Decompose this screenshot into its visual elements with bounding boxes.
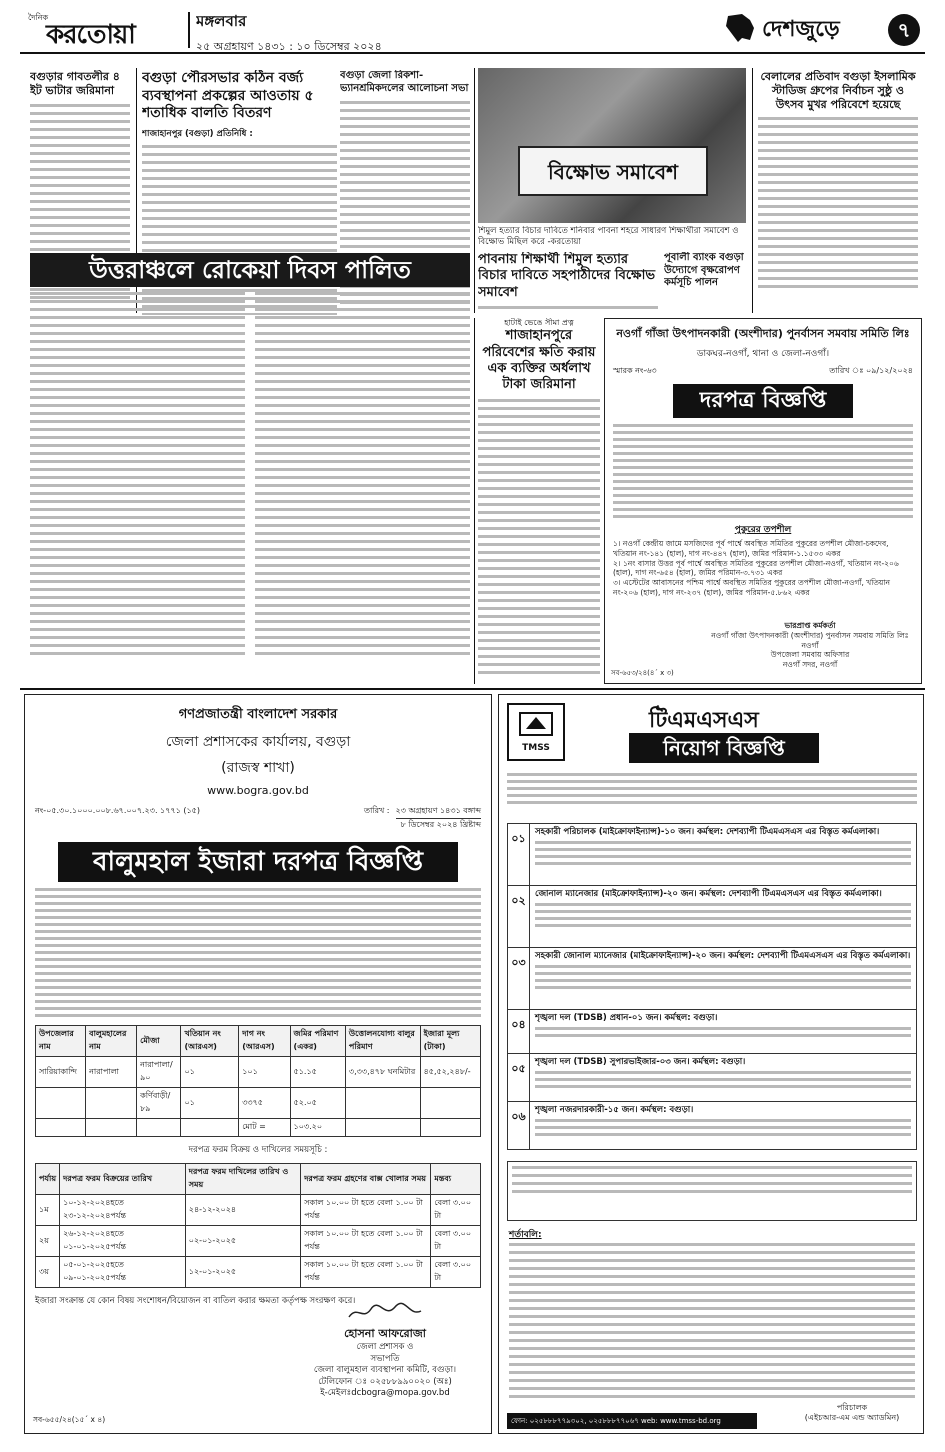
pond-item: ৩। এস্টেটের আবাসনের পশ্চিম পার্শ্বে অবস্থিত সমিতির পুকুরের তপশীল মৌজা-নওগাঁ, খতিয়ান নং-২০৬ (হাল), দাগ নং-২৩৭ (হাল), জমির পরিমান-৫.৮৬২ একর <box>613 578 890 597</box>
pond-item: ২। ১নং বাসার উত্তর পূর্ব পার্শ্বে অবস্থিত সমিতির পুকুরের তপশীল মৌজা-নওগাঁ, খতিয়ান নং-২০৬ (হাল), দাগ নং-৬৫৪ (হাল), জমির পরিমান-৩.৭৩১ একর <box>613 558 899 578</box>
col-header: মৌজা <box>137 1026 181 1057</box>
section-header <box>720 8 920 50</box>
signature-block <box>285 1301 485 1400</box>
tender-notice-balumahal <box>24 694 492 1434</box>
headline: বগুড়ার গাবতলীর ৪ ইট ভাটার জরিমানা <box>30 70 120 97</box>
headline: বেলালের প্রতিবাদ বগুড়া ইসলামিক স্টাডিজ গ্রুপের নির্বাচন সুষ্ঠু ও উৎসব মুখর পরিবেশে হয়েছে <box>760 70 916 111</box>
recruitment-title: নিয়োগ বিজ্ঞপ্তি <box>629 733 819 763</box>
schedule-table <box>35 1163 481 1288</box>
news-islamic-studies <box>758 70 918 315</box>
section-name: দেশজুড়ে <box>762 17 840 42</box>
sign-office: নওগাঁ সদর, নওগাঁ <box>782 660 838 669</box>
pond-item: ১। নওগাঁ কেন্দ্রীয় জামে মসজিদের পূর্ব পার্শ্বে অবস্থিত সমিতির পুকুরের তপশীল মৌজা-চকদেব, খতিয়ান নং-১৪১ (হাল), দাগ নং-৪৪৭ (হাল), জমির পরিমান-১.১৫৩৩ একর <box>613 539 889 558</box>
org-name: নওগাঁ গাঁজা উৎপাদনকারী (অংশীদার) পুনর্বাসন সমবায় সমিতি লিঃ <box>616 327 910 340</box>
date-label: তারিখ : <box>363 806 390 815</box>
photo-caption: শিমুল হত্যার বিচার দাবিতে শনিবার পাবনা শহরে সাধারণ শিক্ষার্থীরা সমাবেশ ও বিক্ষোভ মিছিল করে -করতোয়া <box>478 226 739 247</box>
col-header: বালুমহালের নাম <box>86 1026 137 1057</box>
memo-no: স্মারক নং-৬৩ <box>613 366 657 375</box>
headline: শাজাহানপুরে পরিবেশের ক্ষতি করায় এক ব্যক্তির অর্ধলাখ টাকা জরিমানা <box>482 328 596 393</box>
job-item: ০২ জোনাল ম্যানেজার (মাইক্রোফাইন্যান্স)-২০ জন। কর্মস্থল: দেশব্যাপী টিএমএসএস এর বিস্তৃত কর্মএলাকা। <box>508 886 916 948</box>
contact-bar: ফোন: ০২৫৮৮৮৭৭৯৩০২, ০২৫৮৮৮৭৭০৬৭ web: www.tmss-bd.org <box>507 1413 757 1429</box>
schedule-note: দরপত্র ফরম বিক্রয় ও দাখিলের সময়সূচি : <box>188 1145 328 1155</box>
sign-org: নওগাঁ গাঁজা উৎপাদনকারী (অংশীদার) পুনর্বাসন সমবায় সমিতি লিঃ <box>711 630 909 640</box>
sign-line: জেলা প্রশাসক ও <box>356 1342 414 1353</box>
table-row: সারিয়াকান্দি নারাপালা নারাপালা/৯০ ০১ ১০১ ৫১.১৫ ৩,৩৩,৪৭৮ ঘনমিটার ৪৫,৫২,২৪৮/- <box>36 1057 481 1088</box>
job-item: ০৫ শৃঙ্খলা দল (TDSB) সুপারভাইজার-০৩ জন। কর্মস্থল: বগুড়া। <box>508 1054 916 1102</box>
org-name: টিএমএসএস <box>649 708 759 733</box>
job-item: ০৪ শৃঙ্খলা দল (TDSB) প্রধান-০১ জন। কর্মস্থল: বগুড়া। <box>508 1010 916 1054</box>
col-header: উত্তোলনযোগ্য বালুর পরিমাণ <box>345 1026 420 1057</box>
signature-block <box>789 1403 915 1424</box>
pond-list <box>605 537 921 600</box>
note-box <box>507 1161 917 1221</box>
table-row: কর্ণিবাড়ী/৮৯ ০১ ৩৩৭৫ ৫২.০৫ <box>36 1088 481 1119</box>
tender-notice-naogaon <box>604 318 922 684</box>
gov-name: গণপ্রজাতন্ত্রী বাংলাদেশ সরকার <box>178 707 338 722</box>
logo-text: TMSS <box>522 743 550 753</box>
headline: বগুড়া জেলা রিকশা-ভ্যানশ্রমিকদলের আলোচনা সভা <box>340 70 469 94</box>
banner-text: বিক্ষোভ সমাবেশ <box>548 160 678 184</box>
headline: পাবনায় শিক্ষার্থী শিমুল হত্যার বিচার দাবিতে সহপাঠীদের বিক্ষোভ সমাবেশ <box>478 252 656 300</box>
page-number: ৭ <box>888 14 920 46</box>
table-row: মোট = ১০৩.২০ <box>36 1119 481 1137</box>
jobs-list <box>507 823 917 1150</box>
col-header: জমির পরিমাণ (একর) <box>290 1026 345 1057</box>
memo-no: নং-০৫.৩০.১০০০.০০৮.৬৭.০০৭.২৩. ১৭৭১ (১৫) <box>35 806 200 815</box>
rokeya-col-2 <box>255 292 470 684</box>
protest-photo <box>478 68 746 223</box>
ad-code: সব-৬৫৩/২৪(৪´ x ৩) <box>611 669 674 677</box>
sign-line: সভাপতি <box>370 1353 400 1364</box>
balumahal-table <box>35 1025 481 1137</box>
col-header: দরপত্র ফরম গ্রহণের বাক্স খোলার সময় <box>301 1164 431 1195</box>
sign-line: ই-মেইলঃdcbogra@mopa.gov.bd <box>320 1388 450 1399</box>
rokeya-day-banner: উত্তরাঞ্চলে রোকেয়া দিবস পালিত <box>30 253 470 287</box>
table-row: ২য় ২৬-১২-২০২৪হতে ০১-০১-২০২৫পর্যন্ত ০২-০১-২০২৫ সকাল ১০.০০ টা হতে বেলা ১.০০ টা পর্যন্ত বেলা ৩.০০ টা <box>36 1226 481 1257</box>
ad-code: সব-৬৫৫/২৪(১৫´ x ৪) <box>33 1415 106 1424</box>
col-header: পর্যায় <box>36 1164 60 1195</box>
tmss-logo-icon <box>516 709 556 739</box>
org-address: ডাকঘর-নওগাঁ, থানা ও জেলা-নওগাঁ। <box>696 349 830 359</box>
protest-banner <box>518 146 708 196</box>
sign-line: জেলা বালুমহাল ব্যবস্থাপনা কমিটি, বগুড়া। <box>313 1365 457 1376</box>
logo-title: করতোয়া <box>46 20 135 50</box>
sign-dept: (এইচআর-এম এন্ড অ্যাডমিন) <box>804 1413 900 1423</box>
col-header: দরপত্র ফরম দাখিলের তারিখ ও সময় <box>185 1164 300 1195</box>
col-header: ইজারা মূল্য (টাকা) <box>420 1026 480 1057</box>
col-header: দাগ নং (আরএস) <box>239 1026 290 1057</box>
sign-officer: উপজেলা সমবায় অফিসার <box>770 650 850 660</box>
sign-name: হোসনা আফরোজা <box>344 1327 426 1341</box>
memo-date: তারিখ ঃ ০৯/১২/২০২৪ <box>829 366 913 375</box>
headline: পূবালী ব্যাংক বগুড়া উদ্যোগে বৃক্ষরোপণ কর্মসূচি পালন <box>664 252 744 288</box>
table-row: ৩য় ০৫-০১-২০২৫হতে ০৯-০১-২০২৫পর্যন্ত ১২-০১-২০২৫ সকাল ১০.০০ টা হতে বেলা ১.০০ টা পর্যন্ত বেলা ৩.০০ টা <box>36 1257 481 1288</box>
tender-title: দরপত্র বিজ্ঞপ্তি <box>673 384 853 418</box>
table-row: ১ম ১০-১২-২০২৪হতে ২৩-১২-২০২৪পর্যন্ত ২৪-১২-২০২৪ সকাল ১০.০০ টা হতে বেলা ১.০০ টা পর্যন্ত বেলা ৩.০০ টা <box>36 1195 481 1226</box>
tender-title: বালুমহাল ইজারা দরপত্র বিজ্ঞপ্তি <box>58 842 458 882</box>
tmss-logo <box>507 703 565 761</box>
col-header: দরপত্র ফরম বিক্রয়ের তারিখ <box>60 1164 186 1195</box>
signature-block <box>705 621 915 670</box>
sign-title: পরিচালক <box>836 1403 868 1412</box>
website: www.bogra.gov.bd <box>207 784 309 797</box>
byline: শাজাহানপুর (বগুড়া) প্রতিনিধি : <box>142 128 253 139</box>
job-item: ০১ সহকারী পরিচালক (মাইক্রোফাইন্যান্স)-১০ জন। কর্মস্থল: দেশব্যাপী টিএমএসএস এর বিস্তৃত কর্মএলাকা। <box>508 824 916 886</box>
sign-place: নওগাঁ <box>801 640 819 650</box>
job-item: ০৬ শৃঙ্খলা নজরদারকারী-১৫ জন। কর্মস্থল: বগুড়া। <box>508 1102 916 1150</box>
date-english: ৮ ডিসেম্বর ২০২৪ খ্রিষ্টাব্দ <box>400 820 481 829</box>
weekday: মঙ্গলবার <box>196 12 247 30</box>
logo-small-text: দৈনিক <box>28 13 49 22</box>
date: ২৫ অগ্রহায়ণ ১৪৩১ : ১০ ডিসেম্বর ২০২৪ <box>196 40 382 50</box>
sign-title: ভারপ্রাপ্ত কর্মকর্তা <box>784 621 836 630</box>
kicker: হাটাই ভেঙে সীমা প্রত্ন <box>504 318 574 327</box>
col-header: উপজেলার নাম <box>36 1026 86 1057</box>
date-line <box>196 10 496 50</box>
branch-name: (রাজস্ব শাখা) <box>221 760 295 776</box>
office-name: জেলা প্রশাসকের কার্যালয়, বগুড়া <box>165 734 351 750</box>
job-item: ০৩ সহকারী জোনাল ম্যানেজার (মাইক্রোফাইন্যান্স)-২০ জন। কর্মস্থল: দেশব্যাপী টিএমএসএস এর বিস্তৃত কর্মএলাকা। <box>508 948 916 1010</box>
sign-line: টেলিফোন ঃ ০২৫৮৮৯৯০০২০ (অঃ) <box>318 1376 452 1387</box>
rokeya-col-1 <box>30 292 245 684</box>
bangladesh-map-icon <box>720 12 760 44</box>
signature-scribble <box>345 1301 425 1323</box>
news-pabna <box>478 252 658 314</box>
tmss-recruitment-notice <box>498 694 924 1434</box>
news-bank <box>664 252 750 314</box>
col-header: মন্তব্য <box>431 1164 481 1195</box>
date-bangla: ২৩ অগ্রহায়ণ ১৪৩১ বঙ্গাব্দ <box>396 805 482 819</box>
pond-heading: পুকুরের তপশীল <box>734 525 792 535</box>
newspaper-logo <box>28 10 178 50</box>
footer-note: ইজারা সংক্রান্ত যে কোন বিষয় সংশোধন/বিয়োজন বা বাতিল করার ক্ষমতা কর্তৃপক্ষ সংরক্ষণ করে। <box>35 1296 356 1306</box>
col-header: খতিয়ান নং (আরএস) <box>181 1026 239 1057</box>
headline: বগুড়া পৌরসভার কঠিন বর্জ্য ব্যবস্থাপনা প্রকল্পের আওতায় ৫ শতাধিক বালতি বিতরণ <box>142 70 314 121</box>
news-pollution-fine <box>478 318 600 684</box>
terms-heading: শর্তাবলি: <box>509 1230 542 1240</box>
